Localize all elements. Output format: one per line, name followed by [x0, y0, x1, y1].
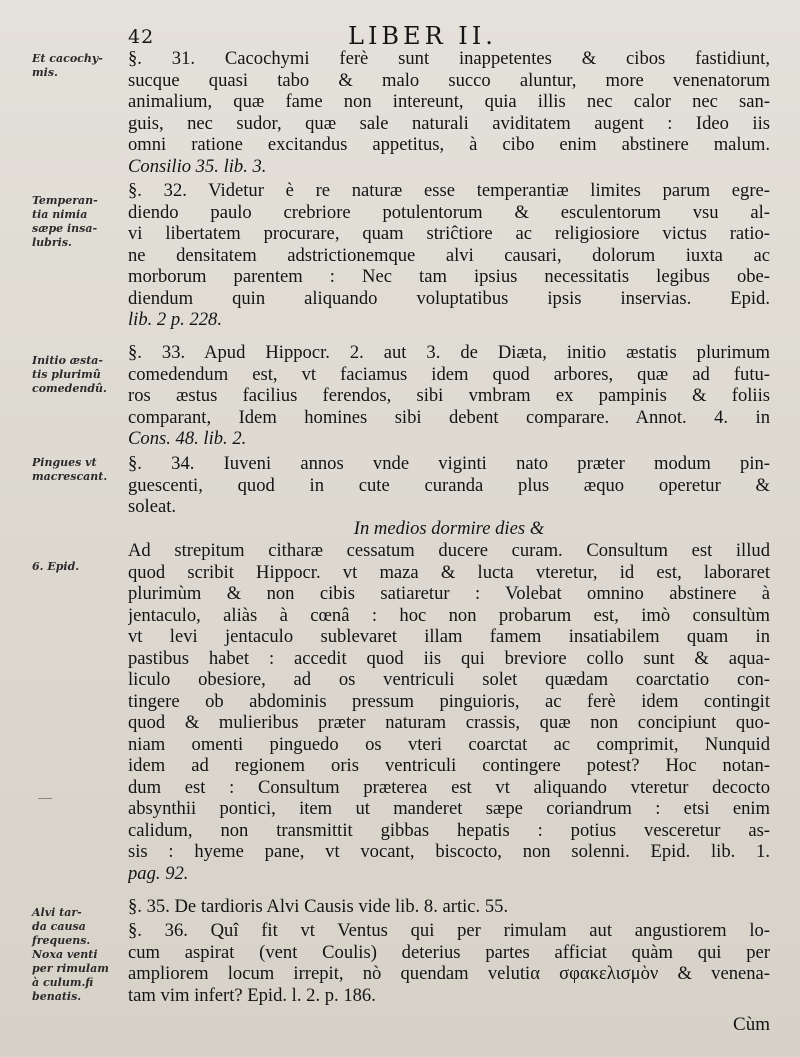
text-line: guescenti, quod in cute curanda plus æquo operetur &: [128, 474, 770, 496]
text-line: quod & mulieribus præter naturam crassis, quæ non concipiunt quo-: [128, 712, 770, 733]
text-line: diendum quin aliquando voluptatibus ipsis inservias. Epid.: [128, 287, 770, 309]
text-line: Ad strepitum citharæ cessatum ducere curam. Consultum est illud: [128, 540, 770, 561]
text-line: morborum parentem : Nec tam ipsius necessitatis legibus obe-: [128, 266, 770, 287]
text-line: dum est : Consultum præterea est vt aliquando vteretur decocto: [128, 776, 770, 798]
text-line: jentaculo, aliàs à cœnâ : hoc non probarum est, imò consultùm: [128, 604, 770, 626]
text-line: Cons. 48. lib. 2.: [128, 428, 247, 449]
text-line: Consilio 35. lib. 3.: [128, 155, 267, 177]
margin-note-temperantia: Temperan- tia nimia sæpe insa- lubris.: [32, 194, 98, 249]
text-line: comedendum est, vt faciamus idem quod arbores, quæ ad futu-: [128, 363, 770, 385]
text-line: quod scribit Hippocr. vt maza & lucta vteretur, id est, laboraret: [128, 561, 770, 583]
text-line: ampliorem locum irrepit, nò quendam velutiα σφακελισμὸν & venena-: [128, 963, 770, 984]
text-line: tingere ob abdominis pressum pinguioris, ac ferè idem contingit: [128, 690, 770, 712]
page-number: 42: [128, 26, 155, 48]
text-line: liculo obesiore, ad os ventriculi solet quædam coarctatio con-: [128, 669, 770, 690]
text-line: §. 35. De tardioris Alvi Causis vide lib. 8. artic. 55.: [128, 896, 509, 917]
text-line: comparant, Idem homines sibi debent comparare. Annot. 4. in: [128, 406, 770, 428]
text-line: pastibus habet : accedit quod iis qui breviore collo sunt & aqua-: [128, 647, 770, 669]
text-line: vi libertatem procurare, quam striĉtiore ac religiosiore victus ratio-: [128, 223, 770, 244]
text-line: §. 32. Videtur è re naturæ esse temperantiæ limites parum egre-: [128, 180, 770, 201]
text-line: tam vim infert? Epid. l. 2. p. 186.: [128, 984, 376, 1006]
text-line: lib. 2 p. 228.: [128, 309, 223, 330]
text-line: soleat.: [128, 496, 177, 517]
verse-line: In medios dormire dies &: [353, 518, 545, 539]
text-line: niam omenti pinguedo os vteri coarctat ac comprimit, Nunquid: [128, 733, 770, 755]
margin-note-cacochymis: Et cacochy- mis.: [32, 52, 103, 79]
text-line: vt levi jentaculo sublevaret illam famem insatiabilem quam in: [128, 626, 770, 647]
margin-note-alvi-tarda: Alvi tar- da causa frequens. Noxa venti per rimulam à culum.fi benatis.: [32, 906, 109, 1003]
text-line: cum aspirat (vent Coulis) deterius partes afficiat quàm qui per: [128, 941, 770, 963]
text-line: §. 33. Apud Hippocr. 2. aut 3. de Diæta, initio æstatis plurimum: [128, 342, 770, 363]
text-line: §. 36. Quî fit vt Ventus qui per rimulam aut angustiorem lo-: [128, 920, 770, 941]
text-line: calidum, non transmittit gibbas hepatis : potius vesceretur as-: [128, 819, 770, 841]
margin-note-epid: 6. Epid.: [32, 560, 80, 573]
text-line: ne densitatem adstrictionemque alvi causari, dolorum iuxta ac: [128, 244, 770, 266]
text-line: sis : hyeme pane, vt vocant, biscocto, non solenni. Epid. lib. 1.: [128, 841, 770, 862]
text-line: pag. 92.: [128, 862, 189, 884]
text-line: ros æstus facilius ferendos, sibi vmbram ex pampinis & foliis: [128, 385, 770, 406]
text-line: §. 31. Cacochymi ferè sunt inappetentes & cibos fastidiunt,: [128, 48, 770, 69]
margin-note-pingues: Pingues vt macrescant.: [32, 456, 108, 483]
text-line: plurimùm & non cibis satiaretur : Volebat omnino abstinere à: [128, 583, 770, 604]
text-line: idem ad regionem oris ventriculi contingere potest? Hoc notan-: [128, 755, 770, 776]
margin-note-initio-aestatis: Initio æsta- tis plurimû comedendû.: [32, 354, 107, 395]
text-line: absynthii pontici, item ut manderet sæpe coriandrum : etsi enim: [128, 798, 770, 819]
text-line: sucque quasi tabo & malo succo aluntur, more venenatorum: [128, 69, 770, 91]
catchword: Cùm: [733, 1014, 770, 1035]
text-line: animalium, quæ fame non intereunt, quia illis nec calor nec san-: [128, 91, 770, 112]
text-line: guis, nec sudor, quæ sale naturali aviditatem augent : Ideo iis: [128, 112, 770, 134]
text-line: §. 34. Iuveni annos vnde viginti nato præter modum pin-: [128, 453, 770, 474]
margin-mark: [38, 798, 52, 799]
text-line: omni ratione excitandus appetitus, à cibo enim abstinere malum.: [128, 134, 770, 155]
running-head: LIBER II.: [348, 22, 497, 50]
text-line: diendo paulo crebriore potulentorum & esculentorum vsu al-: [128, 201, 770, 223]
